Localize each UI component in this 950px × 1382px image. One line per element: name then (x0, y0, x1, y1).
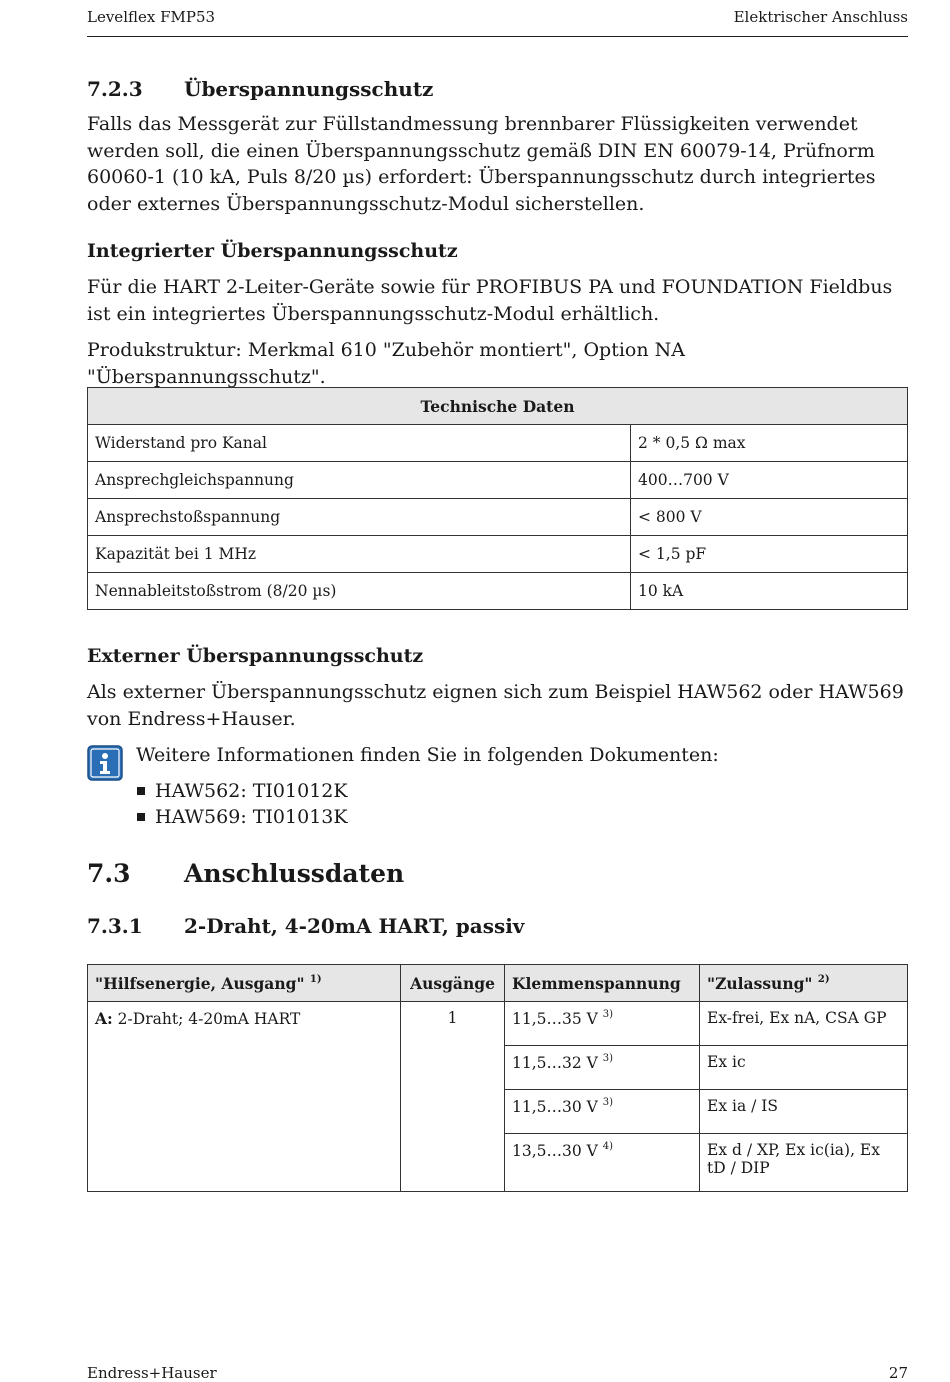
table-row (88, 573, 908, 610)
tech-value: 10 kA (631, 573, 908, 610)
tech-label: Ansprechgleichspannung (88, 462, 631, 499)
tech-label: Kapazität bei 1 MHz (88, 536, 631, 573)
tech-value: < 1,5 pF (631, 536, 908, 573)
table-row (88, 1002, 908, 1046)
header-product: Levelflex FMP53 (87, 8, 216, 26)
section-title: Anschlussdaten (184, 859, 405, 888)
document-list (137, 778, 348, 830)
footer-brand: Endress+Hauser (87, 1364, 217, 1382)
col-header-terminal-voltage: Klemmenspannung (505, 965, 700, 1002)
list-item (137, 804, 348, 830)
integrated-paragraph-2: Produkstruktur: Merkmal 610 "Zubehör montiert", Option NA "Überspannungsschutz". (87, 339, 685, 388)
tech-value: < 800 V (631, 499, 908, 536)
technical-data-header: Technische Daten (88, 388, 908, 425)
table-row (88, 499, 908, 536)
external-heading: Externer Überspannungsschutz (87, 645, 424, 667)
tech-value: 400…700 V (631, 462, 908, 499)
integrated-paragraph-1: Für die HART 2-Leiter-Geräte sowie für PROFIBUS PA und FOUNDATION Fieldbus ist ein integriertes Überspannungsschutz-Modul erhältlich. (87, 276, 893, 325)
outputs-cell: 1 (401, 1002, 505, 1192)
section-title: Überspannungsschutz (184, 77, 434, 101)
section-number: 7.3.1 (87, 914, 143, 938)
list-item-text: HAW562: TI01012K (155, 780, 348, 802)
col-header-approval: "Zulassung" $^{2)}$ (700, 965, 908, 1002)
section-723-heading (87, 77, 433, 101)
table-row (88, 536, 908, 573)
section-731-heading (87, 914, 524, 938)
col-header-outputs: Ausgänge (401, 965, 505, 1002)
approval-cell: Ex-frei, Ex nA, CSA GP (700, 1002, 908, 1046)
approval-cell: Ex ic (700, 1046, 908, 1090)
voltage-cell: 11,5…32 V $^{3)}$ (505, 1046, 700, 1090)
tech-label: Ansprechstoßspannung (88, 499, 631, 536)
section-723-paragraph: Falls das Messgerät zur Füllstandmessung brennbarer Flüssigkeiten verwendet werden soll, die einen Überspannungsschutz gemäß DIN EN 60079-14, Prüfnorm 60060-1 (10 kA, Puls 8/20 µs) erfordert: Überspannungsschutz durch integriertes oder externes Überspannungsschutz-Modul sicherstellen. (87, 113, 876, 215)
power-output-cell: A: 2-Draht; 4-20mA HART (88, 1002, 401, 1192)
technical-data-table (87, 387, 908, 610)
table-row (88, 425, 908, 462)
integrated-heading: Integrierter Überspannungsschutz (87, 240, 458, 262)
voltage-cell: 11,5…30 V $^{3)}$ (505, 1090, 700, 1134)
info-icon (87, 745, 123, 781)
connection-data-table (87, 964, 908, 1192)
section-title: 2-Draht, 4-20mA HART, passiv (184, 914, 525, 938)
voltage-cell: 13,5…30 V $^{4)}$ (505, 1134, 700, 1192)
section-73-heading (87, 859, 404, 888)
section-number: 7.2.3 (87, 77, 143, 101)
table-row (88, 462, 908, 499)
page-number: 27 (888, 1364, 908, 1382)
bullet-icon (137, 787, 145, 795)
section-number: 7.3 (87, 859, 131, 888)
info-text: Weitere Informationen finden Sie in folgenden Dokumenten: (136, 744, 719, 766)
header-chapter: Elektrischer Anschluss (733, 8, 908, 26)
approval-cell: Ex d / XP, Ex ic(ia), Ex tD / DIP (700, 1134, 908, 1192)
tech-value: 2 * 0,5 Ω max (631, 425, 908, 462)
approval-cell: Ex ia / IS (700, 1090, 908, 1134)
col-header-power-output: "Hilfsenergie, Ausgang" $^{1)}$ (88, 965, 401, 1002)
voltage-cell: 11,5…35 V $^{3)}$ (505, 1002, 700, 1046)
tech-label: Nennableitstoßstrom (8/20 µs) (88, 573, 631, 610)
list-item (137, 778, 348, 804)
bullet-icon (137, 813, 145, 821)
tech-label: Widerstand pro Kanal (88, 425, 631, 462)
page-header (87, 6, 908, 37)
list-item-text: HAW569: TI01013K (155, 806, 348, 828)
external-paragraph: Als externer Überspannungsschutz eignen sich zum Beispiel HAW562 oder HAW569 von Endress+Hauser. (87, 681, 904, 730)
